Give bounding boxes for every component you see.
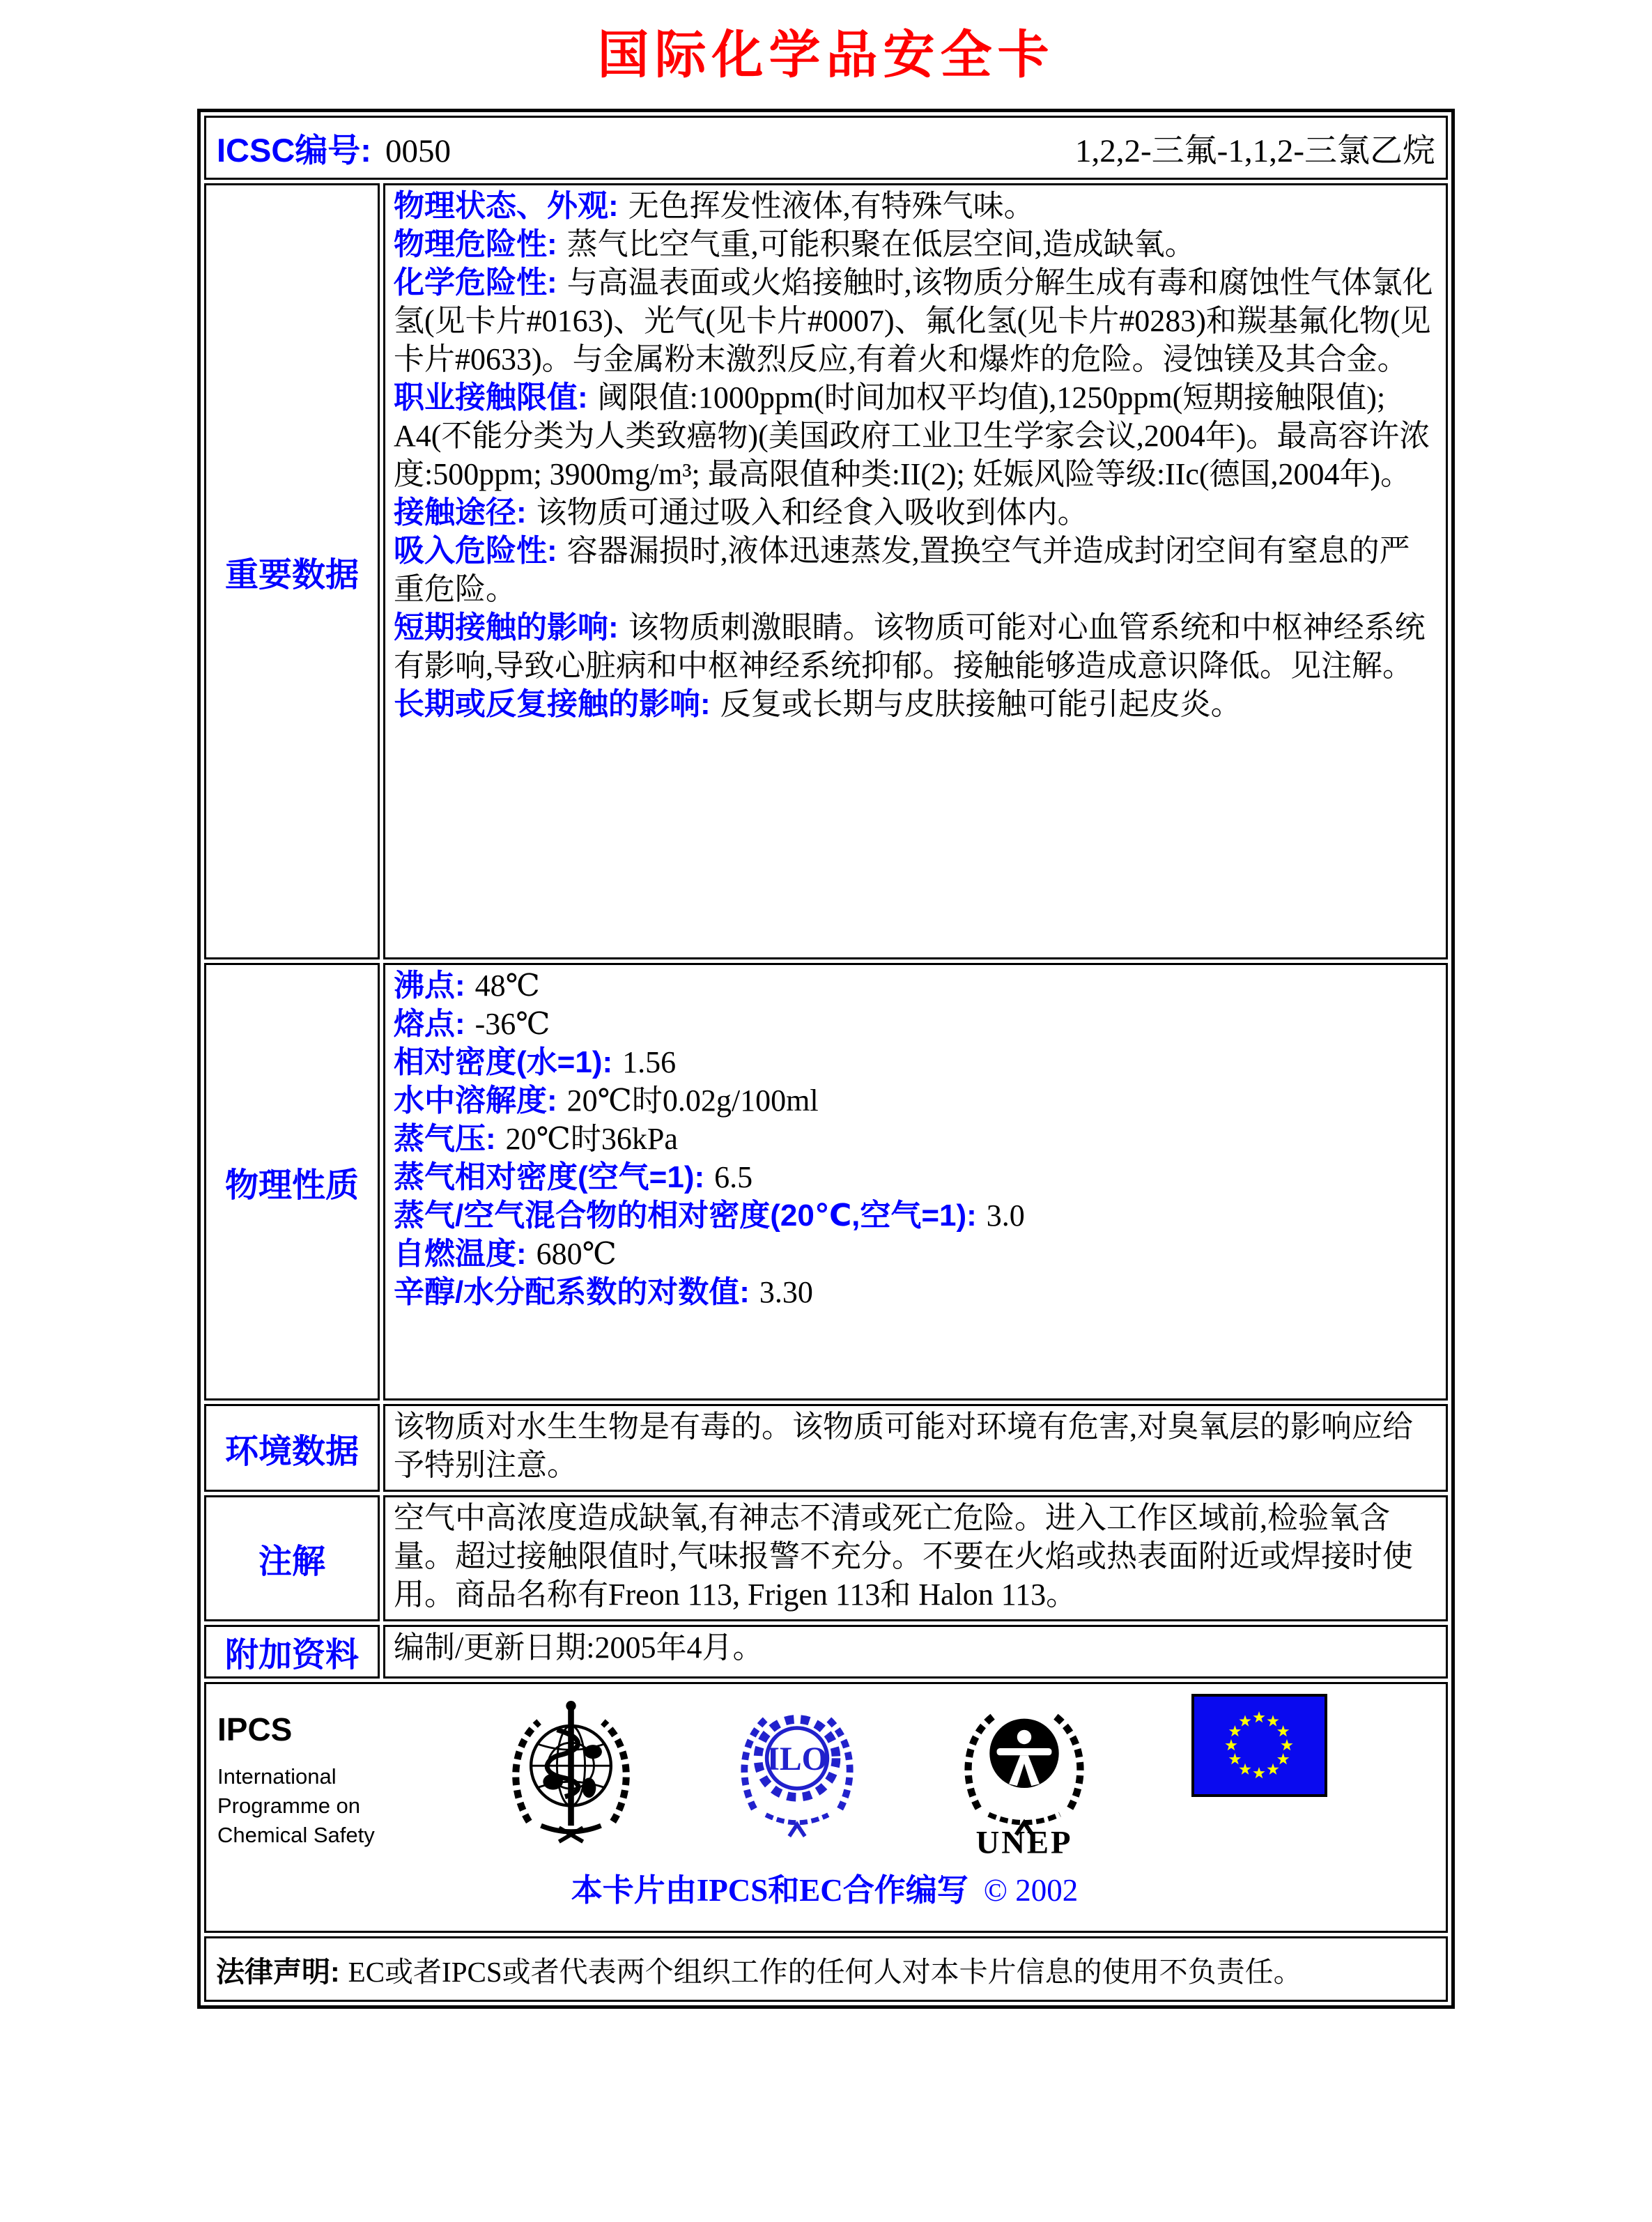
important-data-row bbox=[204, 183, 1448, 959]
legal-label: 法律声明: bbox=[216, 1955, 340, 1988]
field-label: 短期接触的影响: bbox=[394, 610, 619, 645]
notes-content bbox=[383, 1495, 1448, 1621]
section-label-physical: 物理性质 bbox=[204, 963, 380, 1401]
who-logo-icon bbox=[507, 1694, 635, 1844]
field-value: 该物质可通过吸入和经食入吸收到体内。 bbox=[536, 495, 1088, 530]
important-item bbox=[394, 187, 1439, 225]
section-label-additional: 附加资料 bbox=[204, 1625, 380, 1679]
field-label: 物理状态、外观: bbox=[394, 189, 619, 223]
ipcs-title: IPCS bbox=[217, 1711, 293, 1747]
field-label: 相对密度(水=1): bbox=[394, 1045, 613, 1079]
important-item bbox=[394, 225, 1439, 263]
physical-item bbox=[394, 1273, 1439, 1311]
field-value: 阈限值:1000ppm(时间加权平均值),1250ppm(短期接触限值); A4(不能分类为人类致癌物)(美国政府工业卫生学家会议,2004年)。最高容许浓度:500ppm; 3900mg/m³; 最高限值种类:II(2); 妊娠风险等级:IIc(德国,2004年)。 bbox=[394, 380, 1430, 491]
ipcs-text-block bbox=[217, 1694, 406, 1850]
field-value: 与高温表面或火焰接触时,该物质分解生成有毒和腐蚀性气体氯化氢(见卡片#0163)、光气(见卡片#0007)、氟化氢(见卡片#0283)和羰基氟化物(见卡片#0633)。与金属粉末激烈反应,有着火和爆炸的危险。浸蚀镁及其合金。 bbox=[394, 265, 1433, 376]
section-label-important: 重要数据 bbox=[204, 183, 380, 959]
field-value: 容器漏损时,液体迅速蒸发,置换空气并造成封闭空间有窒息的严重危险。 bbox=[394, 534, 1410, 606]
physical-item bbox=[394, 1081, 1439, 1120]
credit-line bbox=[217, 1865, 1432, 1910]
field-value: 6.5 bbox=[714, 1160, 753, 1194]
unep-logo-icon bbox=[958, 1694, 1090, 1858]
section-label-environment: 环境数据 bbox=[204, 1404, 380, 1492]
physical-item bbox=[394, 1158, 1439, 1196]
physical-item bbox=[394, 1120, 1439, 1158]
legal-text: EC或者IPCS或者代表两个组织工作的任何人对本卡片信息的使用不负责任。 bbox=[348, 1955, 1302, 1988]
important-data-content bbox=[383, 183, 1448, 959]
field-value: 1.56 bbox=[622, 1045, 677, 1079]
field-value: 48℃ bbox=[474, 969, 540, 1003]
additional-info-row bbox=[204, 1625, 1448, 1679]
notes-row bbox=[204, 1495, 1448, 1621]
field-label: 职业接触限值: bbox=[394, 380, 588, 415]
field-label: 沸点: bbox=[394, 969, 465, 1003]
icsc-number bbox=[217, 125, 451, 171]
field-label: 接触途径: bbox=[394, 495, 527, 530]
copyright-text: © 2002 bbox=[983, 1873, 1079, 1908]
important-item bbox=[394, 378, 1439, 493]
eu-flag-icon bbox=[1191, 1694, 1327, 1797]
physical-properties-row bbox=[204, 963, 1448, 1401]
page-title: 国际化学品安全卡 bbox=[597, 27, 1055, 84]
environment-text: 该物质对水生生物是有毒的。该物质可能对环境有危害,对臭氧层的影响应给予特别注意。 bbox=[394, 1410, 1413, 1482]
notes-text: 空气中高浓度造成缺氧,有神志不清或死亡危险。进入工作区域前,检验氧含量。超过接触限值时,气味报警不充分。不要在火焰或热表面附近或焊接时使用。商品名称有Freon 113, Frigen 113和 Halon 113。 bbox=[394, 1501, 1413, 1612]
field-label: 自燃温度: bbox=[394, 1237, 527, 1271]
field-value: 20℃时0.02g/100ml bbox=[566, 1083, 819, 1118]
physical-item bbox=[394, 1235, 1439, 1273]
field-value: 反复或长期与皮肤接触可能引起皮炎。 bbox=[720, 687, 1242, 721]
field-label: 水中溶解度: bbox=[394, 1083, 557, 1118]
ipcs-subtitle-line: Programme on bbox=[217, 1793, 361, 1818]
icsc-table bbox=[197, 109, 1455, 2009]
additional-info-text: 编制/更新日期:2005年4月。 bbox=[394, 1630, 764, 1665]
field-label: 蒸气相对密度(空气=1): bbox=[394, 1160, 705, 1194]
field-label: 辛醇/水分配系数的对数值: bbox=[394, 1275, 750, 1309]
environment-data-content bbox=[383, 1404, 1448, 1492]
section-label-notes: 注解 bbox=[204, 1495, 380, 1621]
logos-row bbox=[204, 1682, 1448, 1933]
field-label: 化学危险性: bbox=[394, 265, 557, 300]
physical-item bbox=[394, 1005, 1439, 1043]
icsc-number-value: 0050 bbox=[385, 132, 451, 169]
field-value: 3.30 bbox=[759, 1275, 813, 1309]
field-label: 吸入危险性: bbox=[394, 534, 557, 568]
field-value: 20℃时36kPa bbox=[505, 1122, 678, 1156]
physical-item bbox=[394, 1196, 1439, 1235]
field-value: 680℃ bbox=[536, 1237, 617, 1271]
unep-logo-text: UNEP bbox=[975, 1824, 1073, 1858]
important-item bbox=[394, 608, 1439, 685]
physical-item bbox=[394, 966, 1439, 1005]
physical-item bbox=[394, 1043, 1439, 1081]
important-item bbox=[394, 263, 1439, 378]
ilo-logo-text: ILO bbox=[766, 1741, 828, 1778]
important-item bbox=[394, 532, 1439, 608]
field-value: 蒸气比空气重,可能积聚在低层空间,造成缺氧。 bbox=[566, 227, 1196, 261]
ipcs-subtitle-line: International bbox=[217, 1764, 337, 1789]
field-label: 蒸气压: bbox=[394, 1122, 496, 1156]
icsc-number-label: ICSC编号: bbox=[217, 131, 371, 169]
header-cell bbox=[204, 116, 1448, 180]
field-label: 蒸气/空气混合物的相对密度(20℃,空气=1): bbox=[394, 1198, 977, 1233]
additional-info-content bbox=[383, 1625, 1448, 1679]
chemical-name: 1,2,2-三氟-1,1,2-三氯乙烷 bbox=[1075, 132, 1435, 169]
logos-cell bbox=[204, 1682, 1448, 1933]
important-item bbox=[394, 493, 1439, 532]
credit-text: 本卡片由IPCS和EC合作编写 bbox=[571, 1873, 968, 1908]
field-value: -36℃ bbox=[474, 1007, 550, 1041]
legal-row bbox=[204, 1936, 1448, 2002]
ipcs-subtitle-line: Chemical Safety bbox=[217, 1823, 375, 1847]
field-label: 长期或反复接触的影响: bbox=[394, 687, 711, 721]
physical-properties-content bbox=[383, 963, 1448, 1401]
field-label: 物理危险性: bbox=[394, 227, 557, 261]
field-value: 无色挥发性液体,有特殊气味。 bbox=[628, 189, 1035, 223]
field-label: 熔点: bbox=[394, 1007, 465, 1041]
field-value: 3.0 bbox=[986, 1198, 1025, 1233]
header-row bbox=[204, 116, 1448, 180]
ilo-logo-icon bbox=[737, 1694, 857, 1840]
legal-cell bbox=[204, 1936, 1448, 2002]
important-item bbox=[394, 685, 1439, 723]
environment-data-row bbox=[204, 1404, 1448, 1492]
field-value: 该物质刺激眼睛。该物质可能对心血管系统和中枢神经系统有影响,导致心脏病和中枢神经系统抑郁。接触能够造成意识降低。见注解。 bbox=[394, 610, 1426, 683]
